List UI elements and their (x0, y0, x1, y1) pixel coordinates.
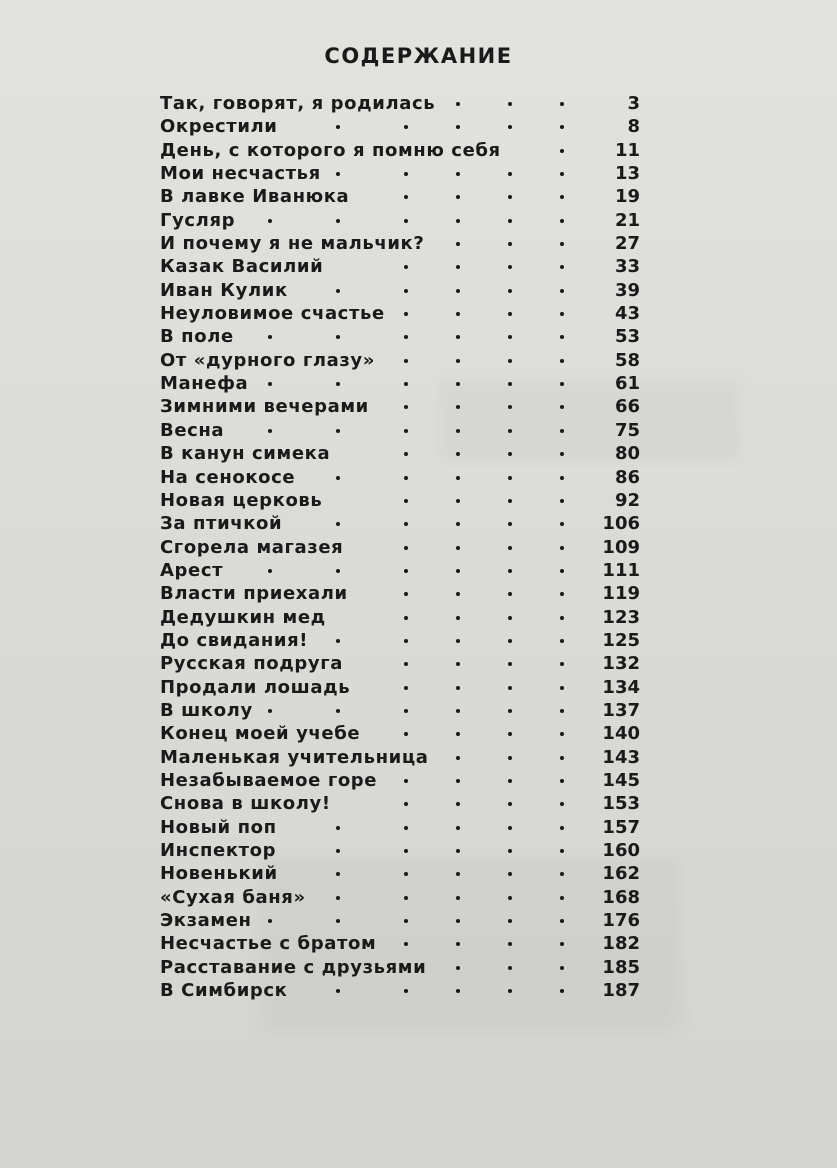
leader-dot (560, 429, 564, 433)
leader-dot (560, 219, 564, 223)
leader-dot (508, 242, 512, 246)
leader-dot (560, 779, 564, 783)
leader-dot (404, 195, 408, 199)
toc-entry-page: 132 (602, 653, 640, 675)
toc-entry-title: «Сухая баня» (160, 886, 306, 908)
toc-entry (160, 372, 640, 395)
leader-dot (560, 149, 564, 153)
toc-entry (160, 466, 640, 489)
toc-entry (160, 489, 640, 512)
toc-entry-title: Дедушкин мед (160, 606, 326, 628)
toc-entry (160, 816, 640, 839)
leader-dot (456, 172, 460, 176)
leader-dot (336, 849, 340, 853)
leader-dot (404, 709, 408, 713)
toc-entry-page: 19 (614, 186, 640, 208)
leader-dot (508, 172, 512, 176)
leader-dot (336, 125, 340, 129)
leader-dot (508, 476, 512, 480)
toc-entry-title: Снова в школу! (160, 793, 331, 815)
leader-dot (336, 476, 340, 480)
leader-dot (456, 802, 460, 806)
toc-entry (160, 395, 640, 418)
toc-entry (160, 559, 640, 582)
leader-dot (336, 896, 340, 900)
toc-entry-title: День, с которого я помню себя (160, 139, 501, 161)
toc-entry-page: 43 (614, 303, 640, 325)
leader-dot (404, 546, 408, 550)
leader-dot (404, 616, 408, 620)
leader-dot (508, 802, 512, 806)
leader-dot (508, 265, 512, 269)
leader-dot (404, 686, 408, 690)
leader-dot (560, 756, 564, 760)
leader-dot (508, 452, 512, 456)
leader-dot (456, 779, 460, 783)
leader-dot (404, 452, 408, 456)
leader-dot (456, 359, 460, 363)
leader-dot (456, 382, 460, 386)
leader-dot (456, 499, 460, 503)
toc-entry-title: На сенокосе (160, 466, 296, 488)
toc-entry-page: 187 (602, 980, 640, 1002)
toc-entry (160, 676, 640, 699)
toc-entry (160, 932, 640, 955)
leader-dot (560, 919, 564, 923)
toc-entry (160, 652, 640, 675)
toc-entry-page: 3 (627, 93, 640, 114)
leader-dot (456, 522, 460, 526)
leader-dot (336, 219, 340, 223)
leader-dot (560, 452, 564, 456)
leader-dot (404, 662, 408, 666)
toc-entry-page: 157 (602, 816, 640, 838)
leader-dot (456, 569, 460, 573)
toc-entry-page: 109 (602, 536, 640, 558)
toc-entry-title: Окрестили (160, 116, 278, 138)
toc-entry-title: Власти приехали (160, 583, 348, 605)
toc-entry-page: 66 (614, 396, 640, 418)
leader-dot (456, 405, 460, 409)
leader-dot (268, 569, 272, 573)
leader-dot (268, 382, 272, 386)
toc-entry-page: 80 (614, 443, 640, 465)
leader-dot (508, 312, 512, 316)
leader-dot (508, 826, 512, 830)
toc-entry (160, 255, 640, 278)
toc-entry-page: 160 (602, 840, 640, 861)
leader-dot (456, 476, 460, 480)
leader-dot (508, 709, 512, 713)
leader-dot (508, 849, 512, 853)
leader-dot (508, 872, 512, 876)
toc-entry (160, 606, 640, 629)
toc-entry-title: В Симбирск (160, 980, 288, 1002)
toc-entry-title: Новый поп (160, 816, 277, 838)
leader-dot (456, 826, 460, 830)
leader-dot (456, 756, 460, 760)
leader-dot (508, 546, 512, 550)
toc-entry (160, 909, 640, 932)
toc-entry (160, 92, 640, 115)
toc-entry (160, 699, 640, 722)
leader-dot (508, 359, 512, 363)
leader-dot (508, 102, 512, 106)
toc-entry (160, 279, 640, 302)
toc-entry (160, 162, 640, 185)
leader-dot (404, 382, 408, 386)
leader-dot (456, 125, 460, 129)
leader-dot (560, 662, 564, 666)
toc-entry (160, 862, 640, 885)
leader-dot (560, 242, 564, 246)
leader-dot (336, 919, 340, 923)
leader-dot (560, 102, 564, 106)
leader-dot (560, 125, 564, 129)
leader-dot (456, 335, 460, 339)
toc-entry-page: 33 (614, 256, 640, 278)
toc-entry-page: 125 (602, 629, 640, 651)
leader-dot (508, 686, 512, 690)
leader-dot (404, 569, 408, 573)
leader-dot (560, 476, 564, 480)
toc-entry-title: Русская подруга (160, 653, 343, 675)
toc-entry-page: 39 (614, 279, 640, 301)
leader-dot (456, 616, 460, 620)
leader-dot (456, 919, 460, 923)
leader-dot (456, 639, 460, 643)
leader-dot (456, 849, 460, 853)
leader-dot (560, 639, 564, 643)
toc-entry-title: До свидания! (160, 629, 309, 651)
toc-entry-title: В школу (160, 699, 253, 721)
toc-entry-page: 21 (614, 209, 640, 231)
toc-entry (160, 769, 640, 792)
toc-entry-page: 86 (614, 466, 640, 488)
toc-entry (160, 302, 640, 325)
toc-entry-page: 75 (614, 419, 640, 441)
toc-entry (160, 115, 640, 138)
leader-dot (404, 219, 408, 223)
leader-dot (456, 429, 460, 433)
toc-entry-title: Манефа (160, 373, 249, 395)
toc-entry-title: Гусляр (160, 209, 236, 231)
toc-entry-page: 176 (602, 910, 640, 932)
leader-dot (508, 989, 512, 993)
leader-dot (404, 592, 408, 596)
toc-entry-page: 61 (614, 373, 640, 395)
toc-entry-title: Весна (160, 419, 225, 441)
leader-dot (404, 872, 408, 876)
leader-dot (456, 989, 460, 993)
leader-dot (560, 989, 564, 993)
toc-entry-title: Иван Кулик (160, 279, 288, 301)
leader-dot (456, 592, 460, 596)
leader-dot (268, 709, 272, 713)
toc-entry (160, 185, 640, 208)
leader-dot (560, 546, 564, 550)
leader-dot (560, 195, 564, 199)
leader-dot (456, 219, 460, 223)
leader-dot (404, 826, 408, 830)
leader-dot (404, 265, 408, 269)
leader-dot (404, 849, 408, 853)
leader-dot (404, 289, 408, 293)
toc-entry-page: 27 (614, 233, 640, 255)
leader-dot (268, 429, 272, 433)
leader-dot (456, 289, 460, 293)
toc-entry-page: 143 (602, 746, 640, 768)
leader-dot (560, 942, 564, 946)
leader-dot (336, 382, 340, 386)
leader-dot (336, 172, 340, 176)
toc-entry-title: Новая церковь (160, 489, 323, 511)
leader-dot (404, 499, 408, 503)
toc-entry-title: Маленькая учительница (160, 746, 429, 768)
leader-dot (456, 709, 460, 713)
leader-dot (508, 569, 512, 573)
toc-entry-title: В поле (160, 326, 234, 348)
leader-dot (508, 405, 512, 409)
toc-entry-page: 13 (614, 163, 640, 185)
leader-dot (456, 966, 460, 970)
toc-entry-page: 58 (614, 349, 640, 371)
toc-entry-title: Несчастье с братом (160, 933, 377, 955)
leader-dot (560, 405, 564, 409)
leader-dot (268, 919, 272, 923)
leader-dot (560, 732, 564, 736)
toc-entry (160, 325, 640, 348)
toc-entry-title: В лавке Иванюка (160, 186, 350, 208)
leader-dot (508, 592, 512, 596)
toc-entry-title: От «дурного глазу» (160, 349, 375, 371)
toc-entry-title: Экзамен (160, 910, 252, 932)
leader-dot (508, 662, 512, 666)
toc-entry-title: Неуловимое счастье (160, 303, 385, 325)
toc-entry-title: Казак Василий (160, 256, 324, 278)
leader-dot (560, 312, 564, 316)
toc-entry (160, 629, 640, 652)
toc-entry-page: 182 (602, 933, 640, 955)
leader-dot (456, 546, 460, 550)
toc-entry-page: 140 (602, 723, 640, 745)
leader-dot (508, 522, 512, 526)
leader-dot (508, 616, 512, 620)
toc-entry (160, 979, 640, 1002)
leader-dot (508, 732, 512, 736)
leader-dot (456, 662, 460, 666)
leader-dot (508, 289, 512, 293)
toc-entry-page: 106 (602, 513, 640, 535)
toc-entry-page: 137 (602, 699, 640, 721)
toc-entry-title: И почему я не мальчик? (160, 233, 425, 255)
toc-entry-title: Зимними вечерами (160, 396, 369, 418)
leader-dot (404, 989, 408, 993)
toc-entry (160, 582, 640, 605)
toc-entry (160, 839, 640, 862)
leader-dot (560, 265, 564, 269)
leader-dot (404, 172, 408, 176)
toc-entry-page: 119 (602, 583, 640, 605)
leader-dot (456, 686, 460, 690)
leader-dot (508, 966, 512, 970)
toc-entry-page: 11 (614, 139, 640, 161)
leader-dot (268, 335, 272, 339)
toc-entry-page: 53 (614, 326, 640, 348)
toc-entry-page: 123 (602, 606, 640, 628)
toc-entry (160, 349, 640, 372)
leader-dot (560, 966, 564, 970)
leader-dot (560, 569, 564, 573)
leader-dot (336, 872, 340, 876)
table-of-contents (160, 92, 640, 1002)
leader-dot (336, 289, 340, 293)
leader-dot (560, 289, 564, 293)
leader-dot (404, 732, 408, 736)
leader-dot (560, 709, 564, 713)
leader-dot (456, 896, 460, 900)
leader-dot (560, 499, 564, 503)
leader-dot (508, 219, 512, 223)
leader-dot (336, 639, 340, 643)
leader-dot (508, 942, 512, 946)
toc-entry-page: 162 (602, 863, 640, 885)
toc-entry-page: 145 (602, 769, 640, 791)
leader-dot (560, 872, 564, 876)
leader-dot (456, 242, 460, 246)
leader-dot (560, 826, 564, 830)
leader-dot (456, 312, 460, 316)
leader-dot (456, 265, 460, 269)
leader-dot (404, 125, 408, 129)
leader-dot (560, 802, 564, 806)
toc-entry-page: 168 (602, 886, 640, 908)
leader-dot (336, 335, 340, 339)
leader-dot (560, 172, 564, 176)
toc-entry-title: Мои несчастья (160, 163, 321, 185)
toc-entry (160, 886, 640, 909)
toc-entry (160, 232, 640, 255)
leader-dot (508, 499, 512, 503)
leader-dot (404, 429, 408, 433)
toc-entry-page: 8 (627, 116, 640, 138)
leader-dot (560, 359, 564, 363)
toc-entry (160, 792, 640, 815)
leader-dot (456, 195, 460, 199)
leader-dot (560, 686, 564, 690)
toc-entry (160, 209, 640, 232)
leader-dot (508, 195, 512, 199)
leader-dot (456, 872, 460, 876)
toc-entry-title: Новенький (160, 863, 278, 885)
leader-dot (456, 732, 460, 736)
leader-dot (560, 382, 564, 386)
leader-dot (456, 102, 460, 106)
leader-dot (336, 826, 340, 830)
toc-entry-page: 92 (614, 489, 640, 511)
leader-dot (404, 896, 408, 900)
toc-entry-title: Сгорела магазея (160, 536, 344, 558)
leader-dot (560, 592, 564, 596)
leader-dot (404, 335, 408, 339)
toc-entry-page: 185 (602, 956, 640, 978)
toc-entry-title: Незабываемое горе (160, 769, 378, 791)
leader-dot (404, 639, 408, 643)
leader-dot (560, 896, 564, 900)
toc-entry (160, 956, 640, 979)
leader-dot (404, 405, 408, 409)
leader-dot (508, 429, 512, 433)
leader-dot (336, 709, 340, 713)
leader-dot (404, 476, 408, 480)
toc-entry (160, 722, 640, 745)
leader-dot (508, 919, 512, 923)
leader-dot (508, 756, 512, 760)
leader-dot (508, 896, 512, 900)
leader-dot (560, 849, 564, 853)
toc-entry (160, 746, 640, 769)
toc-entry-title: Так, говорят, я родилась (160, 93, 436, 114)
leader-dot (508, 335, 512, 339)
leader-dot (404, 522, 408, 526)
leader-dot (404, 359, 408, 363)
toc-entry (160, 536, 640, 559)
toc-entry (160, 139, 640, 162)
leader-dot (456, 452, 460, 456)
leader-dot (456, 942, 460, 946)
toc-entry-title: В канун симека (160, 443, 331, 465)
toc-entry-title: Расставание с друзьями (160, 956, 427, 978)
leader-dot (560, 522, 564, 526)
toc-entry-page: 153 (602, 793, 640, 815)
toc-entry (160, 442, 640, 465)
leader-dot (336, 569, 340, 573)
leader-dot (508, 125, 512, 129)
toc-entry (160, 512, 640, 535)
leader-dot (508, 382, 512, 386)
leader-dot (508, 639, 512, 643)
toc-entry-page: 111 (602, 559, 640, 581)
page-title: СОДЕРЖАНИЕ (324, 44, 513, 68)
toc-entry-title: Арест (160, 559, 224, 581)
leader-dot (336, 522, 340, 526)
toc-entry-title: За птичкой (160, 513, 283, 535)
toc-entry-page: 134 (602, 676, 640, 698)
leader-dot (336, 429, 340, 433)
toc-entry (160, 419, 640, 442)
leader-dot (508, 779, 512, 783)
leader-dot (404, 312, 408, 316)
leader-dot (560, 616, 564, 620)
leader-dot (404, 779, 408, 783)
leader-dot (268, 219, 272, 223)
toc-entry-title: Продали лошадь (160, 676, 351, 698)
toc-entry-title: Конец моей учебе (160, 723, 361, 745)
leader-dot (404, 802, 408, 806)
leader-dot (336, 989, 340, 993)
leader-dot (404, 919, 408, 923)
toc-entry-title: Инспектор (160, 840, 277, 861)
leader-dot (404, 942, 408, 946)
leader-dot (560, 335, 564, 339)
